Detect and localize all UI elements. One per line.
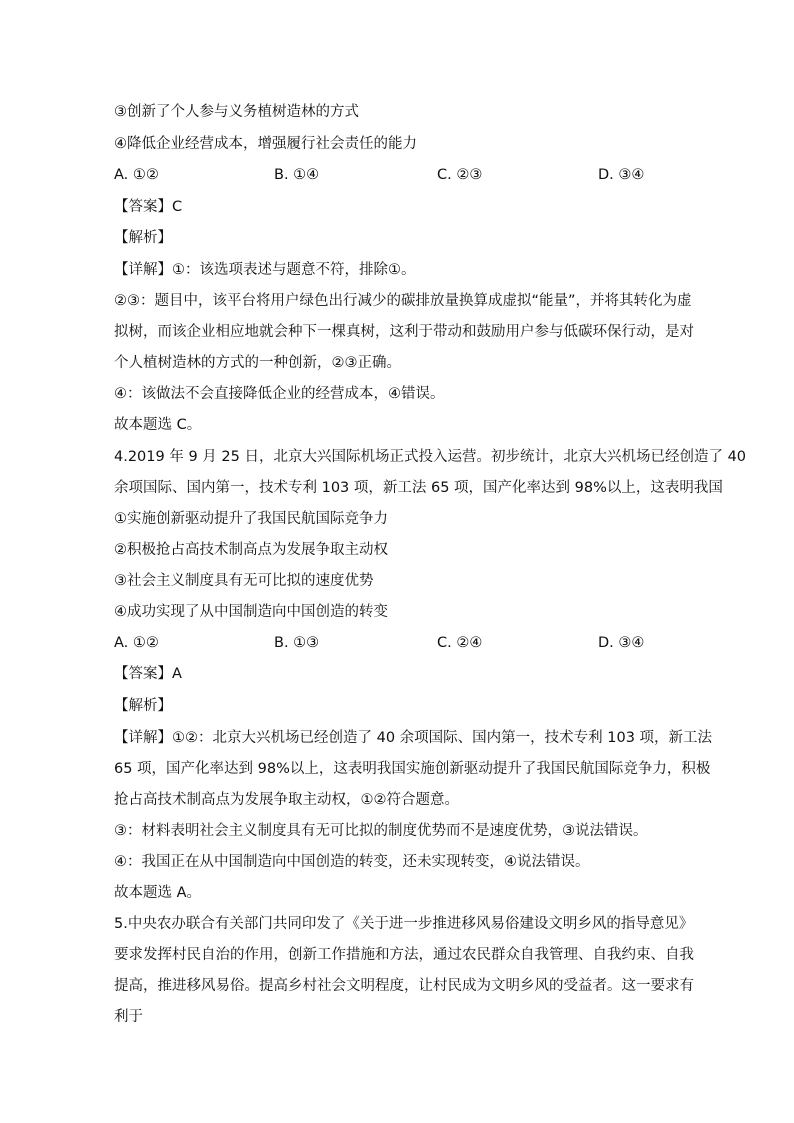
q4-conclusion: 故本题选 A。 (114, 885, 202, 901)
q4-detail-1b: 65 项，国产化率达到 98%以上，这表明我国实施创新驱动提升了我国民航国际竞争力，积极 (114, 761, 711, 777)
q4-statement-2: ②积极抢占高技术制高点为发展争取主动权 (114, 542, 388, 558)
q3-option-c: C. ②③ (437, 167, 483, 183)
q4-option-a: A. ①② (114, 635, 159, 651)
q3-detail-2b: 拟树，而该企业相应地就会种下一棵真树，这利于带动和鼓励用户参与低碳环保行动，是对 (114, 324, 694, 340)
q4-option-d: D. ③④ (598, 635, 645, 651)
q3-detail-3: ④：该做法不会直接降低企业的经营成本，④错误。 (114, 386, 445, 402)
q5-stem-3: 提高，推进移风易俗。提高乡村社会文明程度，让村民成为文明乡风的受益者。这一要求有 (114, 978, 694, 994)
q3-option-a: A. ①② (114, 167, 159, 183)
q3-detail-2c: 个人植树造林的方式的一种创新，②③正确。 (114, 355, 401, 371)
q4-analysis-label: 【解析】 (114, 698, 172, 714)
q4-detail-3: ④：我国正在从中国制造向中国创造的转变，还未实现转变，④说法错误。 (114, 854, 590, 870)
q3-answer-value: C (172, 199, 183, 215)
q5-stem-1: 5.中央农办联合有关部门共同印发了《关于进一步推进移风易俗建设文明乡风的指导意见》 (114, 916, 694, 932)
q5-stem-2: 要求发挥村民自治的作用，创新工作措施和方法，通过农民群众自我管理、自我约束、自我 (114, 947, 694, 963)
q4-stem-1: 4.2019 年 9 月 25 日，北京大兴国际机场正式投入运营。初步统计，北京大兴机场已经创造了 40 (114, 449, 747, 465)
q4-statement-4: ④成功实现了从中国制造向中国创造的转变 (114, 604, 388, 620)
q3-statement-4: ④降低企业经营成本，增强履行社会责任的能力 (114, 136, 417, 152)
q4-option-b: B. ①③ (274, 635, 320, 651)
q4-statement-3: ③社会主义制度具有无可比拟的速度优势 (114, 573, 374, 589)
q4-detail-1a: 【详解】①②：北京大兴机场已经创造了 40 余项国际、国内第一，技术专利 103 项，新工法 (114, 730, 713, 746)
q3-answer-label: 【答案】 (114, 199, 172, 215)
q3-detail-2a: ②③：题目中，该平台将用户绿色出行减少的碳排放量换算成虚拟“能量”，并将其转化为虚 (114, 293, 692, 309)
q4-detail-1c: 抢占高技术制高点为发展争取主动权，①②符合题意。 (114, 792, 459, 808)
q4-answer (114, 664, 182, 684)
q3-statement-3: ③创新了个人参与义务植树造林的方式 (114, 104, 359, 120)
q3-option-b: B. ①④ (274, 167, 320, 183)
q4-statement-1: ①实施创新驱动提升了我国民航国际竞争力 (114, 511, 388, 527)
q3-option-d: D. ③④ (598, 167, 645, 183)
q3-conclusion: 故本题选 C。 (114, 417, 202, 433)
q4-stem-2: 余项国际、国内第一，技术专利 103 项，新工法 65 项，国产化率达到 98%以上，这表明我国 (114, 480, 723, 496)
q3-answer (114, 197, 182, 217)
q3-analysis-label: 【解析】 (114, 230, 172, 246)
q4-answer-label: 【答案】 (114, 666, 172, 682)
q5-stem-4: 利于 (114, 1009, 143, 1025)
q3-detail-1: 【详解】①：该选项表述与题意不符，排除①。 (114, 262, 416, 278)
q4-option-c: C. ②④ (437, 635, 483, 651)
q4-detail-2: ③：材料表明社会主义制度具有无可比拟的制度优势而不是速度优势，③说法错误。 (114, 823, 648, 839)
q4-answer-value: A (172, 666, 182, 682)
